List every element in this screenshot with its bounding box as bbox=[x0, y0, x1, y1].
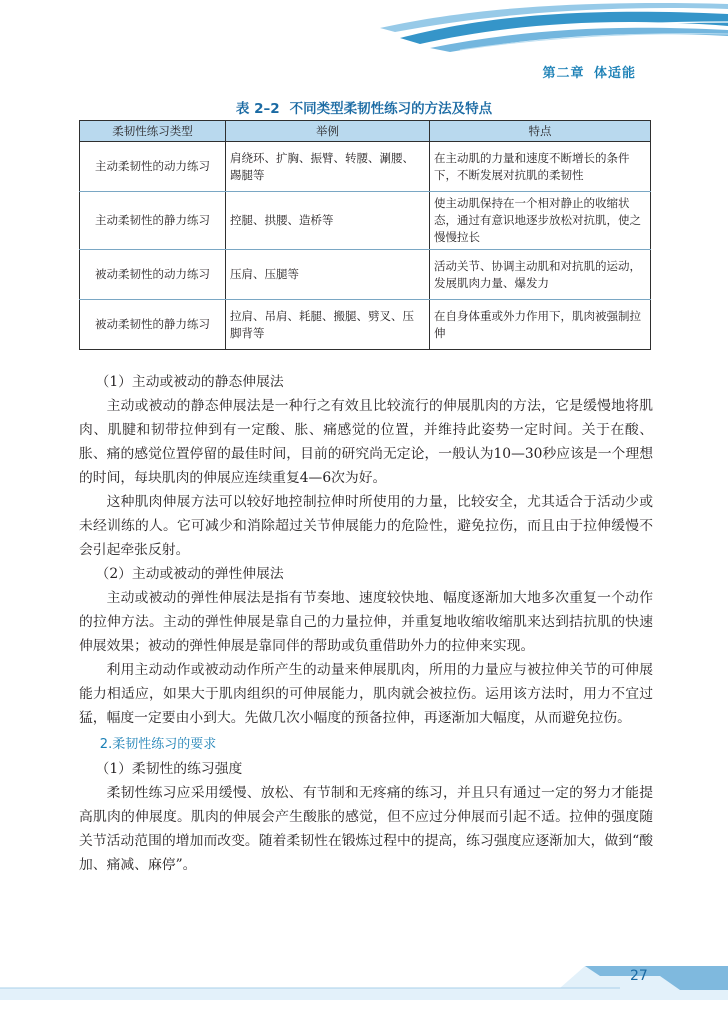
cell-type: 被动柔韧性的静力练习 bbox=[80, 300, 226, 350]
table-caption bbox=[0, 97, 728, 117]
cell-example: 拉肩、吊肩、耗腿、搬腿、劈叉、压脚背等 bbox=[226, 300, 430, 350]
cell-feature: 使主动肌保持在一个相对静止的收缩状态，通过有意识地逐步放松对抗肌，使之慢慢拉长 bbox=[430, 192, 651, 250]
table-title: 不同类型柔韧性练习的方法及特点 bbox=[289, 101, 493, 117]
cell-feature: 在主动肌的力量和速度不断增长的条件下，不断发展对抗肌的柔韧性 bbox=[430, 142, 651, 192]
paragraph: 主动或被动的静态伸展法是一种行之有效且比较流行的伸展肌肉的方法，它是缓慢地将肌肉、肌腱和韧带拉伸到有一定酸、胀、痛感觉的位置，并维持此姿势一定时间。关于在酸、胀、痛的感觉位置停留的最佳时间，目前的研究尚无定论，一般认为10—30秒应该是一个理想的时间，每块肌肉的伸展应连续重复4—6次为好。 bbox=[79, 398, 653, 486]
paragraph: 利用主动动作或被动动作所产生的动量来伸展肌肉，所用的力量应与被拉伸关节的可伸展能力相适应，如果大于肌肉组织的可伸展能力，肌肉就会被拉伤。运用该方法时，用力不宜过猛，幅度一定要由小到大。先做几次小幅度的预备拉伸，再逐渐加大幅度，从而避免拉伤。 bbox=[79, 662, 653, 726]
table-number: 表 2–2 bbox=[235, 101, 280, 117]
cell-feature: 活动关节、协调主动肌和对抗肌的运动，发展肌肉力量、爆发力 bbox=[430, 250, 651, 300]
cell-feature: 在自身体重或外力作用下，肌肉被强制拉伸 bbox=[430, 300, 651, 350]
chapter-title: 体适能 bbox=[593, 66, 636, 81]
paragraph: 柔韧性练习应采用缓慢、放松、有节制和无疼痛的练习，并且只有通过一定的努力才能提高肌肉的伸展度。肌肉的伸展会产生酸胀的感觉，但不应过分伸展而引起不适。拉伸的强度随关节活动范围的增加而改变。随着柔韧性在锻炼过程中的提高，练习强度应逐渐加大，做到“酸加、痛减、麻停”。 bbox=[79, 785, 653, 873]
section-heading: 2.柔韧性练习的要求 bbox=[99, 737, 217, 752]
table-row bbox=[80, 300, 651, 350]
chapter-heading bbox=[538, 62, 636, 81]
table-row bbox=[80, 142, 651, 192]
chapter-number: 第二章 bbox=[542, 66, 585, 81]
subheading-ballistic-stretch: （2）主动或被动的弹性伸展法 bbox=[95, 566, 284, 582]
footer-band-decoration bbox=[0, 960, 728, 1024]
cell-example: 压肩、压腿等 bbox=[226, 250, 430, 300]
table-row bbox=[80, 250, 651, 300]
page-number: 27 bbox=[630, 968, 648, 984]
body-text bbox=[79, 370, 653, 877]
flexibility-table bbox=[79, 120, 651, 350]
header-wave-decoration bbox=[0, 0, 728, 70]
cell-type: 被动柔韧性的动力练习 bbox=[80, 250, 226, 300]
table-header-row bbox=[80, 121, 651, 142]
cell-example: 控腿、拱腰、造桥等 bbox=[226, 192, 430, 250]
table-row bbox=[80, 192, 651, 250]
column-header: 特点 bbox=[430, 121, 651, 142]
cell-example: 肩绕环、扩胸、振臂、转腰、涮腰、踢腿等 bbox=[226, 142, 430, 192]
paragraph: 主动或被动的弹性伸展法是指有节奏地、速度较快地、幅度逐渐加大地多次重复一个动作的拉伸方法。主动的弹性伸展是靠自己的力量拉伸，并重复地收缩收缩肌来达到拮抗肌的快速伸展效果；被动的弹性伸展是靠同伴的帮助或负重借助外力的拉伸来实现。 bbox=[79, 590, 653, 654]
column-header: 举例 bbox=[226, 121, 430, 142]
column-header: 柔韧性练习类型 bbox=[80, 121, 226, 142]
cell-type: 主动柔韧性的静力练习 bbox=[80, 192, 226, 250]
paragraph: 这种肌肉伸展方法可以较好地控制拉伸时所使用的力量，比较安全，尤其适合于活动少或未经训练的人。它可减少和消除超过关节伸展能力的危险性，避免拉伤，而且由于拉伸缓慢不会引起牵张反射。 bbox=[79, 494, 653, 558]
subheading-static-stretch: （1）主动或被动的静态伸展法 bbox=[95, 374, 284, 390]
subheading-intensity: （1）柔韧性的练习强度 bbox=[95, 761, 243, 777]
cell-type: 主动柔韧性的动力练习 bbox=[80, 142, 226, 192]
